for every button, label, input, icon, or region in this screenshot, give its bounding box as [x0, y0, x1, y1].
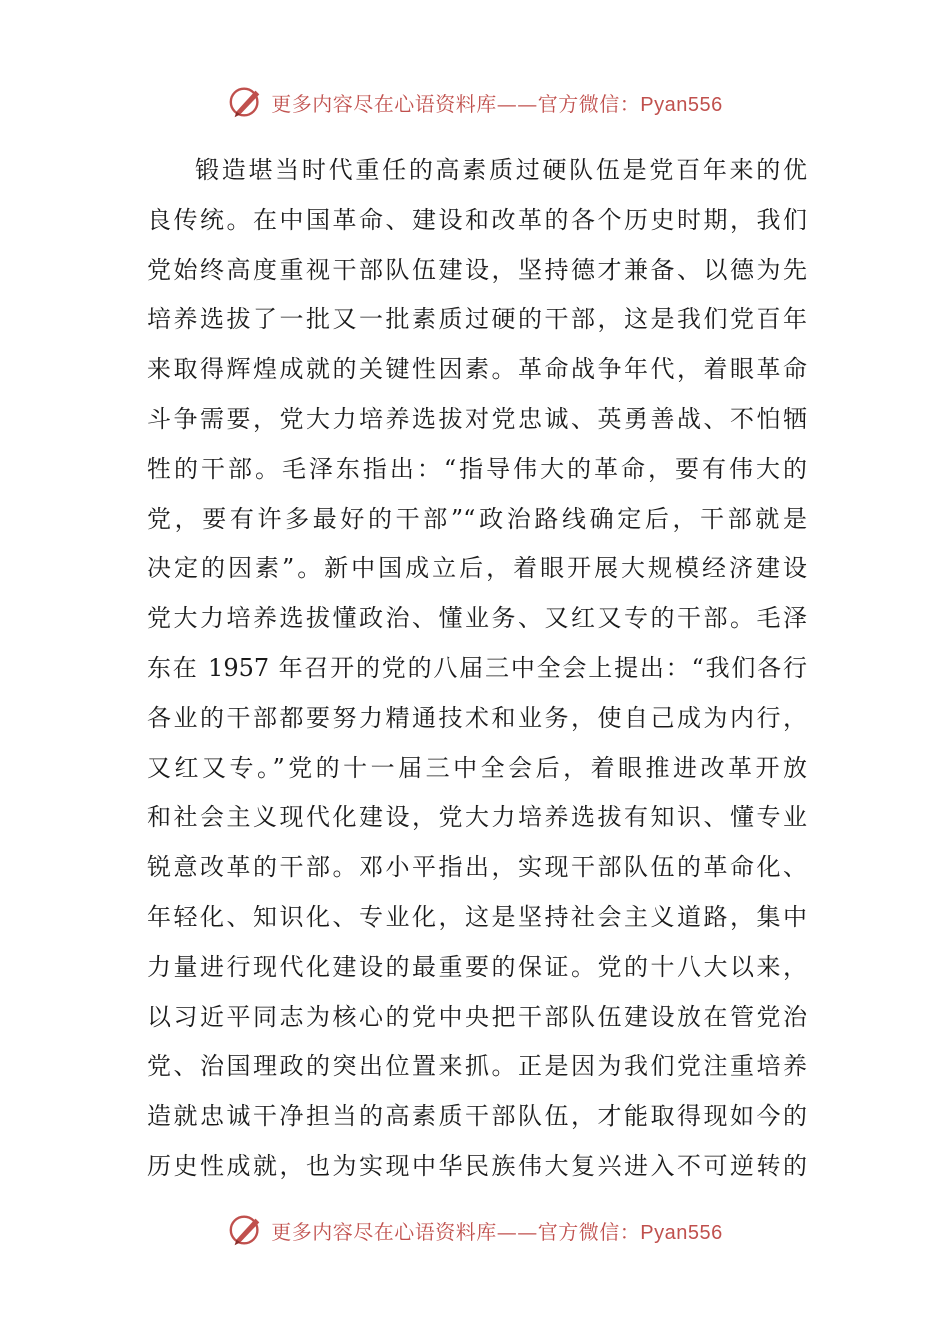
paragraph-line: 和社会主义现代化建设，党大力培养选拔有知识、懂专业	[147, 803, 807, 832]
banner-contact-id: Pyan556	[640, 1221, 723, 1244]
paragraph-line: 锐意改革的干部。邓小平指出，实现干部队伍的革命化、	[147, 853, 807, 882]
banner-title: 更多内容尽在心语资料库	[271, 91, 497, 116]
paragraph-line: 党大力培养选拔懂政治、懂业务、又红又专的干部。毛泽	[147, 604, 807, 633]
paragraph-line: 造就忠诚干净担当的高素质干部队伍，才能取得现如今的	[147, 1102, 807, 1131]
paragraph-line: 斗争需要，党大力培养选拔对党忠诚、英勇善战、不怕牺	[147, 404, 807, 433]
paragraph-line: 来取得辉煌成就的关键性因素。革命战争年代，着眼革命	[147, 355, 807, 384]
paragraph-line: 历史性成就，也为实现中华民族伟大复兴进入不可逆转的	[147, 1151, 807, 1180]
banner-contact-label: 官方微信：	[537, 1219, 641, 1244]
footer-banner	[0, 1210, 950, 1250]
banner-text	[271, 88, 722, 117]
paragraph-line: 党、治国理政的突出位置来抓。正是因为我们党注重培养	[147, 1052, 807, 1081]
paragraph-line: 决定的因素”。新中国成立后，着眼开展大规模经济建设	[147, 554, 807, 583]
paragraph-line: 以习近平同志为核心的党中央把干部队伍建设放在管党治	[147, 1002, 807, 1031]
paragraph-line: 牲的干部。毛泽东指出：“指导伟大的革命，要有伟大的	[147, 454, 807, 483]
header-banner	[0, 82, 950, 122]
banner-title: 更多内容尽在心语资料库	[271, 1219, 497, 1244]
pen-logo-icon	[227, 1211, 265, 1249]
paragraph-line: 又红又专。”党的十一届三中全会后，着眼推进改革开放	[147, 753, 807, 782]
paragraph-line: 力量进行现代化建设的最重要的保证。党的十八大以来，	[147, 952, 807, 981]
banner-contact-id: Pyan556	[640, 93, 723, 116]
banner-contact-label: 官方微信：	[537, 91, 641, 116]
pen-logo-icon	[227, 83, 265, 121]
paragraph-line: 党始终高度重视干部队伍建设，坚持德才兼备、以德为先	[147, 255, 807, 284]
document-paragraph	[147, 146, 807, 1192]
paragraph-line: 党，要有许多最好的干部”“政治路线确定后，干部就是	[147, 504, 807, 533]
banner-separator: ——	[496, 1219, 538, 1244]
paragraph-line: 东在 1957 年召开的党的八届三中全会上提出：“我们各行	[147, 653, 807, 682]
paragraph-line: 年轻化、知识化、专业化，这是坚持社会主义道路，集中	[147, 902, 807, 931]
paragraph-line: 良传统。在中国革命、建设和改革的各个历史时期，我们	[147, 205, 807, 234]
banner-text	[271, 1216, 722, 1245]
banner-separator: ——	[496, 91, 538, 116]
paragraph-line: 锻造堪当时代重任的高素质过硬队伍是党百年来的优	[195, 156, 807, 184]
paragraph-line: 各业的干部都要努力精通技术和业务，使自己成为内行，	[147, 703, 807, 732]
paragraph-line: 培养选拔了一批又一批素质过硬的干部，这是我们党百年	[147, 305, 807, 334]
